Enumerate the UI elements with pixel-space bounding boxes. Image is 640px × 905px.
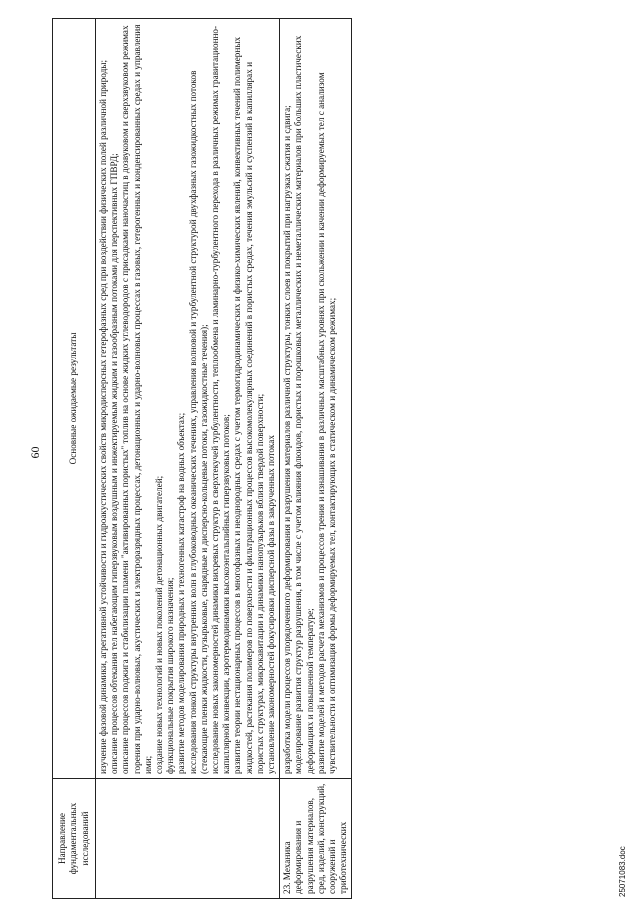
result-item: изучение фазовой динамики, агрегативной устойчивости и гидроакустических свойств микродисперсных гетерофазных сред при воздействии физических полей различной природы; bbox=[98, 59, 108, 774]
result-item: описание процессов обтекания тел набегающим гиперзвуковым воздушным и инжектируемым жидким и газообразным потоками для перспективных ГПВРД; bbox=[109, 153, 120, 774]
result-item: установление закономерностей фокусировки дисперсной фазы в закрученных потоках bbox=[266, 435, 277, 774]
footer-file-code: 25071083.doc bbox=[618, 846, 627, 897]
result-item: развитие теории нестационарных процессов в многофазных и неоднородных средах с учетом термогидродинамических и физико-химических явлений, конвективных течений полимерных жидкостей, растекания полимеров по поверхности и фильтрационных процессов высокомолекулярных соединений в пористых средах, течения эмульсий и суспензий в капиллярах и пористых структурах, микрокавитации и динамики нанопузырьков вблизи твердой поверхности; bbox=[232, 36, 265, 774]
header-results: Основные ожидаемые результаты bbox=[53, 19, 96, 779]
header-direction: Направление фундаментальных исследований bbox=[53, 779, 96, 899]
table-row bbox=[280, 19, 352, 899]
result-item: развитие моделей и методов расчета механизмов и процессов трения и изнашивания в различных масштабных уровнях при скольжении и качении деформируемых тел с анализом чувствительности и оптимизация формы деформируемых тел, контактирующих в статическом и динамическом режимах; bbox=[315, 72, 338, 774]
results-table bbox=[52, 18, 352, 899]
result-item: исследование новых закономерностей динамики вихревых структур в сверхтекучей турбулентности, теплообмена и ламинарно-турбулентного перехода в различных режимах гравитационно-капиллярной конвекции, аэротермодинамики высокоэнтальпийных гиперзвуковых потоков; bbox=[210, 25, 232, 774]
page-number: 60 bbox=[28, 446, 42, 459]
table-header-row bbox=[53, 19, 96, 899]
row-direction-cell bbox=[280, 779, 352, 899]
results-list bbox=[282, 23, 338, 774]
row-direction-cell bbox=[96, 779, 280, 899]
table-row bbox=[96, 19, 280, 899]
result-item: описание процессов поджига и стабилизации пламени "активированных пористых" топлив на основе жидких углеводородов с присадками наночастиц в дозвуковом и сверхзвуковом режимах горения при ударно-волновых, акустических и электроразрядных процессах, детонационных и ударно-волновых процессах в газовых, гетерогенных и конденсированных средах и управления ими; bbox=[120, 24, 153, 774]
result-item: разработка модели процессов упорядоченного деформирования и разрушения материалов различной структуры, тонких слоев и покрытий при нагрузках сжатия и сдвига; bbox=[282, 105, 293, 774]
results-list bbox=[98, 23, 277, 774]
row-results-cell bbox=[96, 19, 280, 779]
row-results-cell bbox=[280, 19, 352, 779]
result-item: моделирование развития структур разрушения, в том числе с учетом влияния флюидов, пористых и порошковых металлических и неметаллических материалов при больших пластических деформациях и повышенной температуре; bbox=[293, 35, 315, 774]
direction-text: 23. Механика деформирования и разрушения материалов, сред, изделий, конструкций, сооружений и триботехнических bbox=[282, 783, 349, 894]
result-item: развитие методов моделирования природных и техногенных катастроф на водных объектах; bbox=[176, 412, 187, 774]
result-item: создание новых технологий и новых поколений детонационных двигателей; bbox=[154, 475, 165, 774]
result-item: исследования тонкой структуры внутренних волн в глубоководных океанических течениях, управления волновой и турбулентной структурой двухфазных газожидкостных потоков (стекающие пленки жидкости, пузырьковые, снарядные и дисперсно-кольцевые потоки, газожидкостные течения); bbox=[187, 70, 209, 774]
result-item: функциональные покрытия широкого назначения; bbox=[165, 577, 176, 774]
